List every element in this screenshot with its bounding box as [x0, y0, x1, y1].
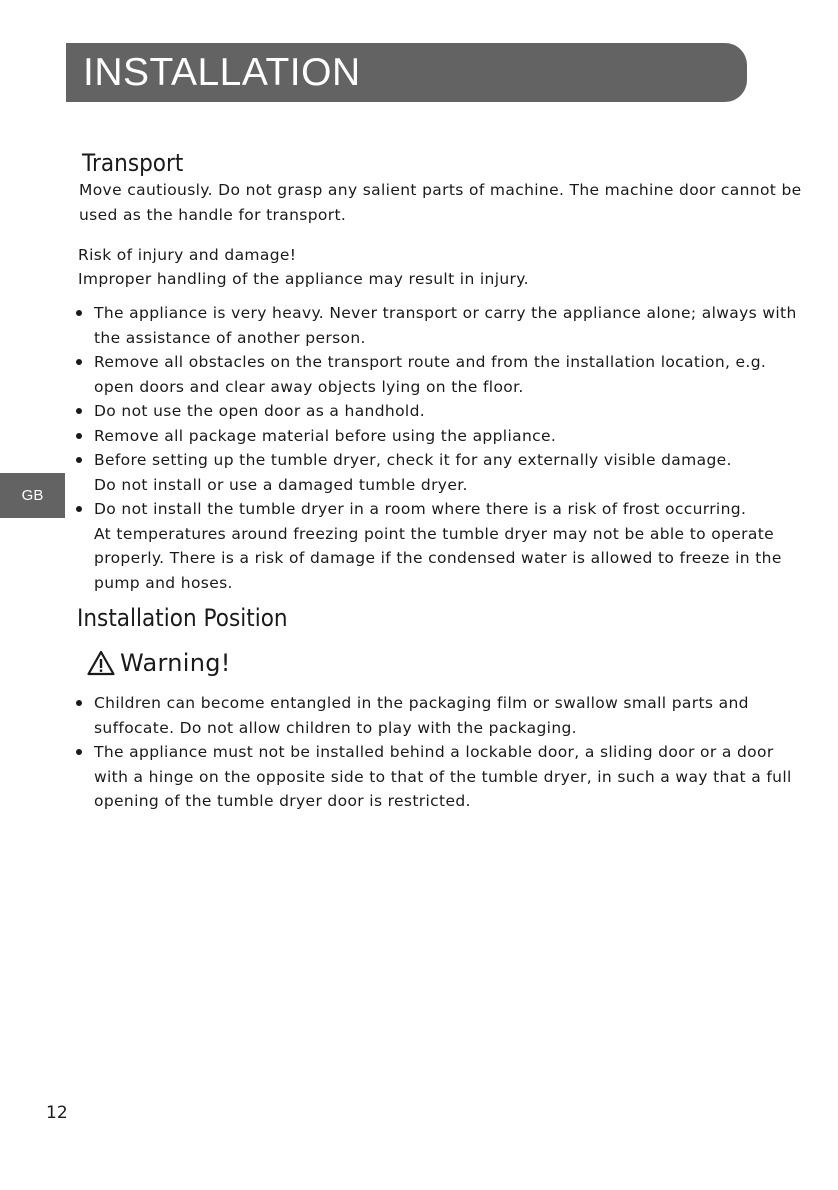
bullet-continuation: Do not install or use a damaged tumble dryer.	[94, 475, 468, 494]
bullet-dot	[76, 506, 82, 512]
risk-title: Risk of injury and damage!	[78, 246, 297, 264]
bullet-dot	[76, 359, 82, 365]
transport-heading: Transport	[82, 149, 184, 177]
warning-triangle-icon	[87, 650, 115, 676]
risk-text: Improper handling of the appliance may result in injury.	[78, 270, 529, 288]
section-title: INSTALLATION	[83, 51, 361, 94]
list-item: The appliance is very heavy. Never transport or carry the appliance alone; always with the assistance of another person.	[75, 301, 810, 350]
list-item: Children can become entangled in the packaging film or swallow small parts and suffocate. Do not allow children to play with the packaging.	[75, 691, 810, 740]
bullet-dot	[76, 700, 82, 706]
list-item: Do not use the open door as a handhold.	[75, 399, 810, 424]
list-item: Do not install the tumble dryer in a room where there is a risk of frost occurring. At temperatures around freezing point the tumble dryer may not be able to operate properly. There is a risk of damage if the condensed water is allowed to freeze in the pump and hoses.	[75, 497, 810, 595]
list-item: Remove all package material before using the appliance.	[75, 424, 810, 449]
transport-bullet-list	[75, 301, 810, 595]
transport-intro: Move cautiously. Do not grasp any salient parts of machine. The machine door cannot be used as the handle for transport.	[79, 181, 802, 224]
warning-label: Warning!	[120, 649, 231, 677]
bullet-dot	[76, 749, 82, 755]
installation-bullet-list	[75, 691, 810, 814]
bullet-dot	[76, 310, 82, 316]
installation-position-heading: Installation Position	[77, 604, 288, 632]
bullet-dot	[76, 433, 82, 439]
list-item: Remove all obstacles on the transport route and from the installation location, e.g. open doors and clear away objects lying on the floor.	[75, 350, 810, 399]
section-header-bar	[66, 43, 747, 102]
warning-heading	[87, 646, 231, 680]
list-item: The appliance must not be installed behind a lockable door, a sliding door or a door with a hinge on the opposite side to that of the tumble dryer, in such a way that a full opening of the tumble dryer door is restricted.	[75, 740, 810, 814]
bullet-dot	[76, 408, 82, 414]
bullet-continuation: At temperatures around freezing point the tumble dryer may not be able to operate properly. There is a risk of damage if the condensed water is allowed to freeze in the pump and hoses.	[94, 524, 782, 592]
list-item: Before setting up the tumble dryer, check it for any externally visible damage. Do not install or use a damaged tumble dryer.	[75, 448, 810, 497]
language-tab: GB	[0, 473, 65, 518]
page-number: 12	[46, 1103, 68, 1123]
bullet-dot	[76, 457, 82, 463]
